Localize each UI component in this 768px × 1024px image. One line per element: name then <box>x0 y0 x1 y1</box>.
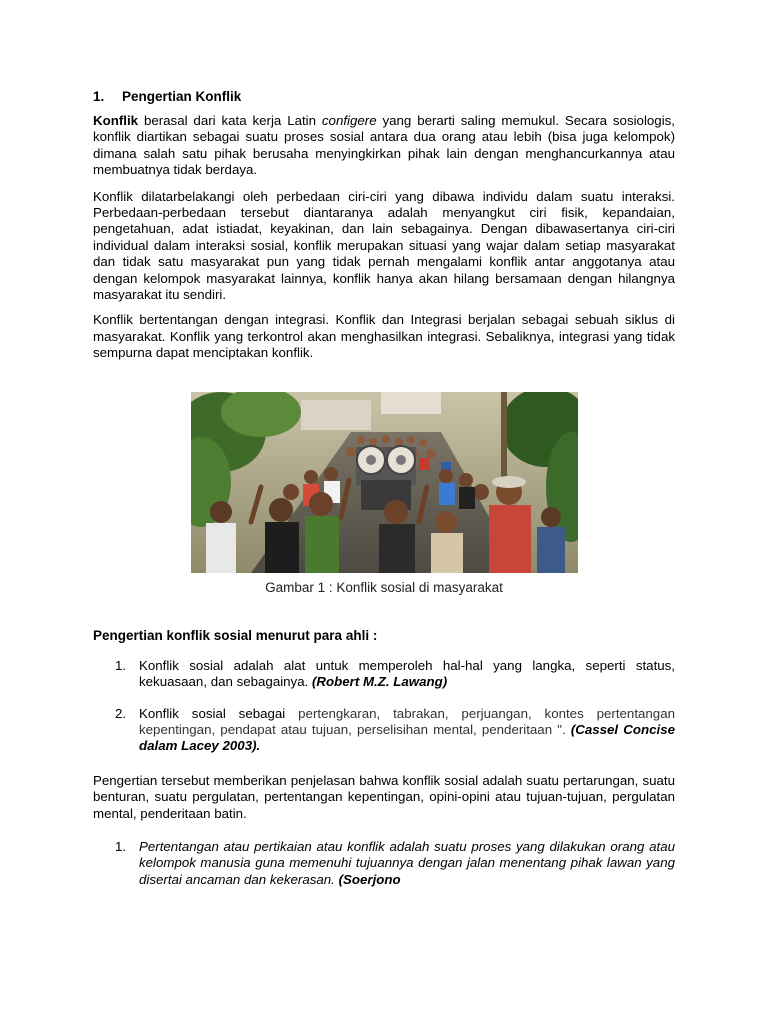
list-item-text: Konflik sosial sebagai pertengkaran, tabrakan, perjuangan, kontes pertentangan kepentingan, pendapat atau tujuan, perselisihan mental, penderitaan ". (Cassel Concise dalam Lacey 2003). <box>139 705 675 754</box>
definitions-list <box>93 839 675 888</box>
list-item-number: 1. <box>115 657 127 673</box>
list-item-text: Konflik sosial adalah alat untuk memperoleh hal-hal yang langka, seperti status, kekuasaan, dan sebagainya. (Robert M.Z. Lawang) <box>139 657 675 690</box>
figure-caption: Gambar 1 : Konflik sosial di masyarakat <box>265 579 503 595</box>
intro-term: Konflik <box>93 113 139 128</box>
list-item-text: Pertentangan atau pertikaian atau konflik adalah suatu proses yang dilakukan orang atau kelompok manusia guna memenuhi tujuannya dengan jalan menentang pihak lawan yang disertai ancaman dan kekerasan. (Soerjono <box>139 838 675 887</box>
paragraph-4: Pengertian tersebut memberikan penjelasan bahwa konflik sosial adalah suatu pertarungan, suatu benturan, suatu pergulatan, pertentangan kepentingan, opini-opini atau tujuan-tujuan, pergulatan mental, penderitaan batin. <box>93 772 675 821</box>
document-page <box>93 88 675 888</box>
list-item <box>93 839 675 888</box>
figure <box>93 392 675 596</box>
list-item-number: 1. <box>115 838 127 854</box>
section-number: 1. <box>93 89 105 104</box>
section-title: Pengertian Konflik <box>122 89 242 104</box>
reference: (Cassel Concise dalam Lacey 2003). <box>139 721 675 754</box>
paragraph-3: Konflik bertentangan dengan integrasi. Konflik dan Integrasi berjalan sebagai sebuah siklus di masyarakat. Konflik yang terkontrol akan menghasilkan integrasi. Sebaliknya, integrasi yang tidak sempurna dapat menciptakan konflik. <box>93 312 675 361</box>
list-item-number: 2. <box>115 705 127 721</box>
paragraph-2: Konflik dilatarbelakangi oleh perbedaan ciri-ciri yang dibawa individu dalam suatu interaksi. Perbedaan-perbedaan tersebut diantaranya adalah menyangkut ciri fisik, kepandaian, pengetahuan, adat istiadat, keyakinan, dan lain sebagainya. Dengan dibawasertanya ciri-ciri individual dalam interaksi sosial, konflik merupakan situasi yang wajar dalam setiap masyarakat dan tidak satu masyarakat pun yang tidak pernah mengalami konflik antar anggotanya atau dengan kelompok masyarakat lainnya, konflik hanya akan hilang bersamaan dengan hilangnya masyarakat itu sendiri. <box>93 188 675 303</box>
crowd-photo-icon <box>191 392 578 573</box>
list-item <box>93 706 675 755</box>
section-heading <box>93 88 675 105</box>
intro-text-b: yang berarti saling memukul. Secara sosiologis, konflik diartikan sebagai suatu proses sosial antara dua orang atau lebih (bisa juga kelompok) dimana salah satu pihak berusaha menyingkirkan pihak lain dengan menghancurkannya atau membuatnya tidak berdaya. <box>93 113 675 178</box>
experts-list <box>93 658 675 755</box>
intro-paragraph <box>93 113 675 179</box>
experts-heading: Pengertian konflik sosial menurut para ahli : <box>93 627 378 643</box>
latin-word: configere <box>321 113 377 128</box>
reference: (Robert M.Z. Lawang) <box>312 674 448 690</box>
intro-text-a: berasal dari kata kerja Latin <box>138 113 322 128</box>
reference: (Soerjono <box>338 871 401 887</box>
list-item <box>93 658 675 691</box>
